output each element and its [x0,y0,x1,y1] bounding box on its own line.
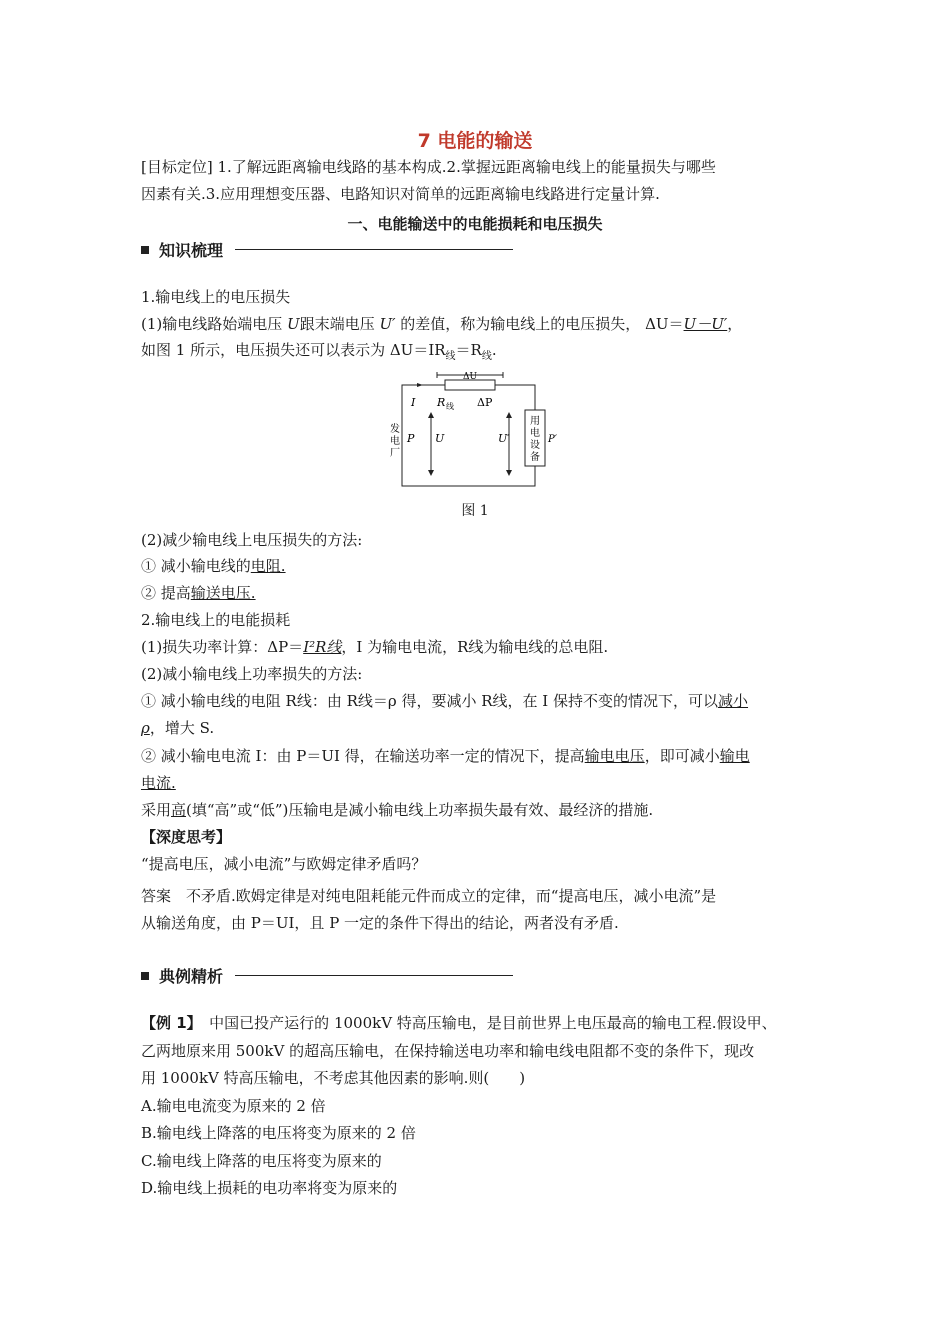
section-header-label: 知识梳理 [159,241,224,260]
label-plant: 发 [390,424,400,435]
section-header-examples [141,964,513,987]
method-resistance-cont [141,718,214,738]
high-voltage-note [141,800,653,820]
option-c: C.输电线上降落的电压将变为原来的 [141,1152,382,1170]
text-run: ① 减小输电线的 [141,557,251,575]
subscript: 线 [445,351,456,362]
point-1-heading: 1.输电线上的电压损失 [141,288,291,306]
method-current-cont [141,773,176,793]
point-2-heading: (2)减少输电线上电压损失的方法: [141,531,363,549]
text-run: (1)输电线路始端电压 [141,315,288,333]
label-power: P [407,432,415,445]
example-1-line-3: 用 1000kV 特高压输电，不考虑其他因素的影响.则( ) [141,1069,526,1087]
text-run: ② 提高 [141,584,191,602]
circuit-loop [402,385,535,486]
label-device: 电 [530,428,540,439]
answer-line-1: 答案 不矛盾.欧姆定律是对纯电阻耗能元件而成立的定律，而“提高电压，减小电流”是 [141,887,717,905]
fill-in-answer: U－U′ [683,315,728,333]
example-label: 【例 1】 [141,1014,195,1032]
square-bullet-icon [141,972,149,980]
section-subtitle: 一、电能输送中的电能损耗和电压损失 [347,215,603,233]
text-run: 中国已投产运行的 1000kV 特高压输电，是目前世界上电压最高的输电工程.假设甲、 [194,1014,777,1032]
divider [235,975,513,976]
example-1-line-1 [141,1013,777,1033]
example-1-line-2: 乙两地原来用 500kV 的超高压输电，在保持输送电功率和输电线电阻都不变的条件下，现改 [141,1042,755,1060]
text-run: U′ [379,315,396,333]
text-run: ，I 为输电电流，R线为输电线的总电阻. [341,638,609,656]
text-run: ，增大 S. [149,719,215,737]
text-run: . [491,341,497,359]
fill-in-answer: 减小 [718,692,749,710]
label-current: I [411,396,416,409]
method-1 [141,556,286,576]
method-2 [141,583,256,603]
option-a: A.输电电流变为原来的 2 倍 [141,1097,326,1115]
text-run: 的差值，称为输电线上的电压损失， ΔU＝ [395,315,684,333]
text-run: ，即可减小 [644,747,720,765]
fill-in-answer: 输电电压 [584,747,645,765]
fill-in-answer: I²R线 [303,638,342,656]
question-text: “提高电压，减小电流”与欧姆定律矛盾吗？ [141,855,427,873]
method-current [141,746,750,766]
label-device: 设 [530,440,540,451]
point-1-text-2 [141,340,497,367]
goals-line-2: 因素有关.3.应用理想变压器、电路知识对简单的远距离输电线路进行定量计算. [141,185,660,203]
power-loss-formula [141,637,608,657]
answer-line-2: 从输送角度，由 P＝UI，且 P 一定的条件下得出的结论，两者没有矛盾. [141,914,619,932]
point-1-text [141,314,742,334]
text-run: 如图 1 所示，电压损失还可以表示为 ΔU＝IR [141,341,446,359]
fill-in-answer: 电流. [141,774,176,792]
text-run: 跟末端电压 [299,315,380,333]
fill-in-answer: ρ [141,719,150,737]
text-run: ① 减小输电线的电阻 R线：由 R线＝ρ 得，要减小 R线，在 I 保持不变的情况下，可以 [141,692,719,710]
label-plant: 厂 [390,448,400,459]
text-run: (填“高”或“低”)压输电是减小输电线上功率损失最有效、最经济的措施. [186,801,654,819]
text-run: 采用 [141,801,172,819]
label-plant: 电 [390,436,400,447]
label-device: 用 [530,416,540,427]
figure-caption: 图 1 [461,503,489,519]
power-loss-methods: (2)减小输电线上功率损失的方法: [141,665,363,683]
label-voltage-up: U′ [498,432,510,445]
goals-line-1: [目标定位] 1.了解远距离输电线路的基本构成.2.掌握远距离输电线上的能量损失与哪些 [141,158,716,176]
point-3-heading: 2.输电线上的电能损耗 [141,611,291,629]
method-resistance [141,691,748,711]
label-voltage-u: U [435,432,445,445]
label-delta-u: ΔU [462,372,478,382]
text-run: ， [727,315,743,333]
label-resistance-sub: 线 [446,402,454,411]
subscript: 线 [481,351,492,362]
label-delta-p: ΔP [477,396,493,409]
circuit-diagram [385,370,560,495]
text-run: ② 减小输电电流 I：由 P＝UI 得，在输送功率一定的情况下，提高 [141,747,585,765]
square-bullet-icon [141,246,149,254]
option-b: B.输电线上降落的电压将变为原来的 2 倍 [141,1124,416,1142]
fill-in-answer: 电阻. [250,557,286,575]
page-title: 7 电能的输送 [417,130,533,152]
label-device: 备 [530,452,540,463]
divider [235,249,513,250]
current-arrow-icon [417,383,423,387]
text-run: ＝R [455,341,482,359]
text-run: U [287,315,300,333]
fill-in-answer: 输送电压. [190,584,256,602]
fill-in-answer: 输电 [719,747,750,765]
section-header-label: 典例精析 [159,967,224,986]
text-run: (1)损失功率计算：ΔP＝ [141,638,304,656]
fill-in-answer: 高 [171,801,187,819]
option-d: D.输电线上损耗的电功率将变为原来的 [141,1179,398,1197]
label-power-p: P′ [548,434,557,445]
deep-thinking-label: 【深度思考】 [141,828,232,846]
label-resistance: R [437,396,446,409]
section-header-knowledge [141,238,513,261]
